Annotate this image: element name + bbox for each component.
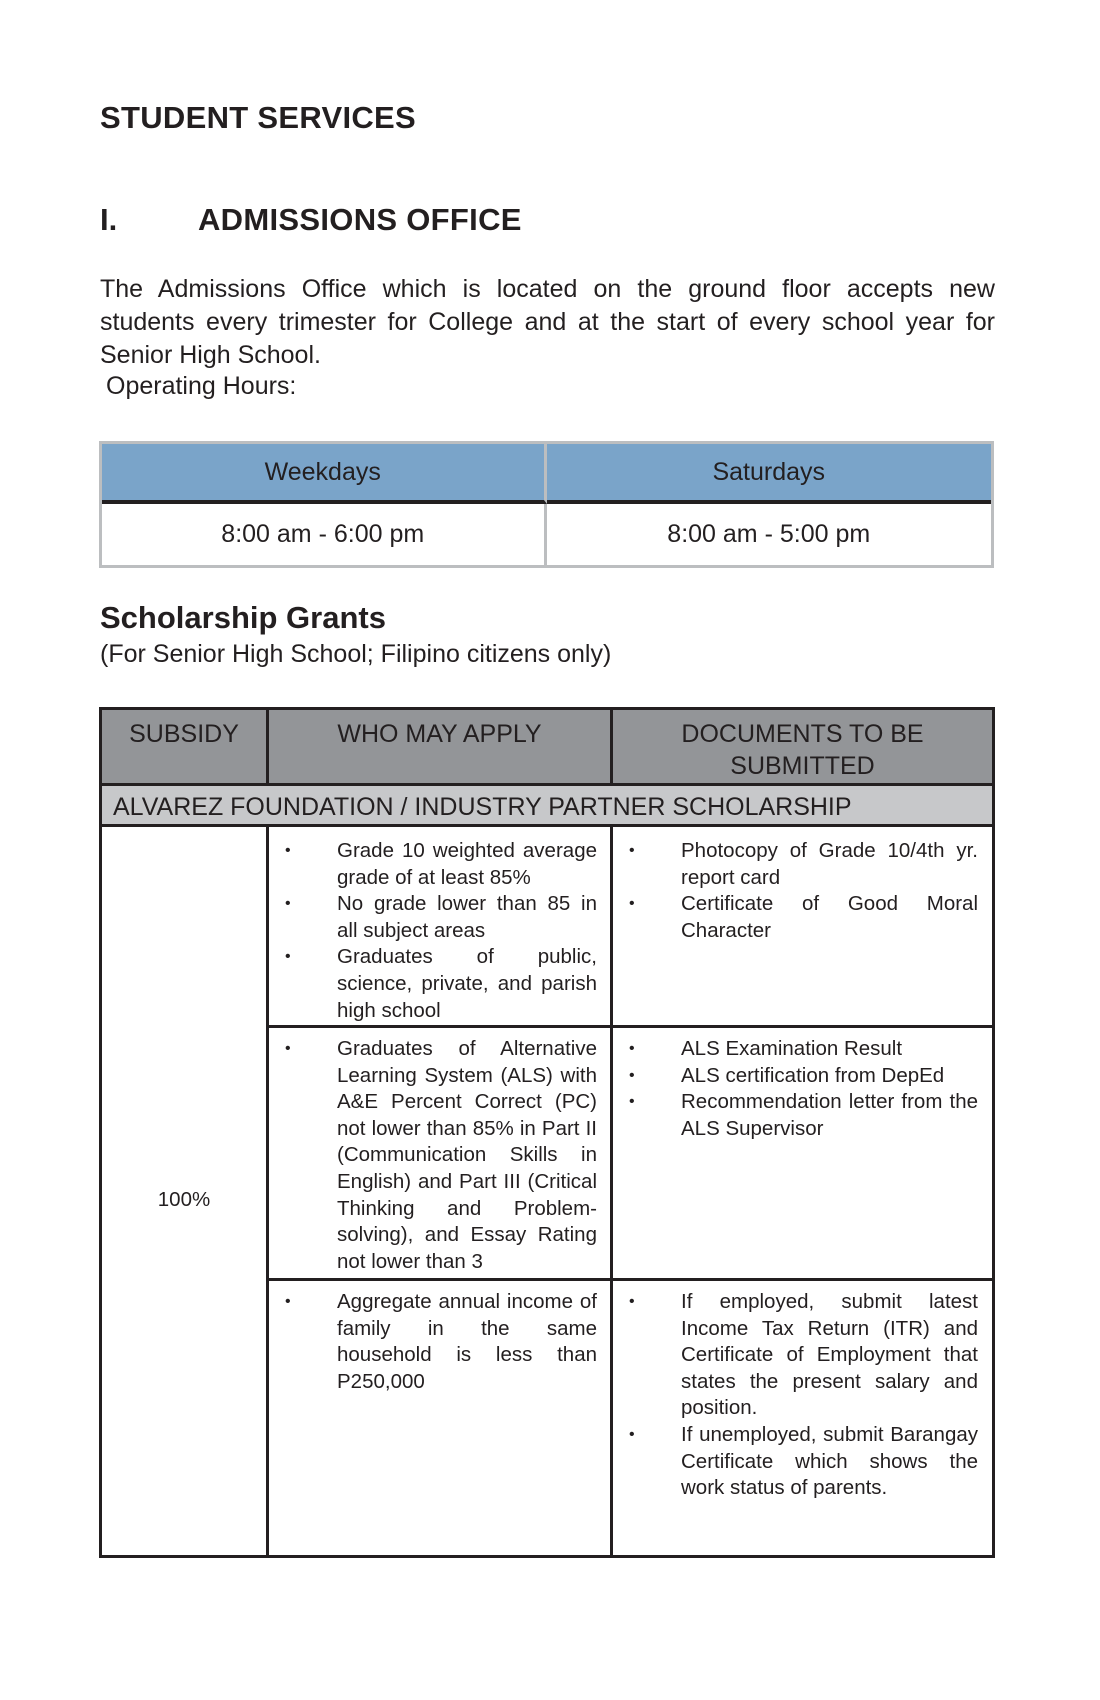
row-divider xyxy=(269,1278,992,1281)
hours-value-saturdays: 8:00 am - 5:00 pm xyxy=(667,520,871,548)
row-1-documents xyxy=(621,838,978,944)
section-rule xyxy=(102,824,992,827)
office-title: ADMISSIONS OFFICE xyxy=(198,202,522,237)
scholarship-table xyxy=(99,707,995,1558)
scholarship-section-header: ALVAREZ FOUNDATION / INDUSTRY PARTNER SCHOLARSHIP xyxy=(102,786,992,824)
eligibility-item: • Graduates of public, science, private, and parish high school xyxy=(277,944,597,1024)
column-divider xyxy=(266,827,269,1555)
scholarship-title: Scholarship Grants xyxy=(100,600,386,635)
column-header-who-may-apply: WHO MAY APPLY xyxy=(269,710,610,783)
column-divider xyxy=(610,827,613,1555)
header-divider xyxy=(266,710,269,783)
document-item: • Recommendation letter from the ALS Supervisor xyxy=(621,1089,978,1142)
hours-header-weekdays: Weekdays xyxy=(102,444,547,504)
office-number: I. xyxy=(100,202,118,237)
document-item: • ALS Examination Result xyxy=(621,1036,978,1063)
subsidy-value: 100% xyxy=(157,1188,211,1211)
document-item: • If employed, submit latest Income Tax Return (ITR) and Certificate of Employment that states the present salary and position. xyxy=(621,1289,978,1422)
column-header-documents: DOCUMENTS TO BE SUBMITTED xyxy=(613,710,992,783)
document-item: • Photocopy of Grade 10/4th yr. report card xyxy=(621,838,978,891)
row-1-eligibility xyxy=(277,838,597,1024)
document-item: • ALS certification from DepEd xyxy=(621,1063,978,1090)
section-heading: STUDENT SERVICES xyxy=(100,100,417,135)
row-2-documents xyxy=(621,1036,978,1142)
operating-hours-label: Operating Hours: xyxy=(106,372,297,400)
header-divider xyxy=(610,710,613,783)
hours-header-saturdays: Saturdays xyxy=(547,444,992,504)
eligibility-item: • Aggregate annual income of family in the same household is less than P250,000 xyxy=(277,1289,597,1395)
hours-value-weekdays: 8:00 am - 6:00 pm xyxy=(102,504,547,565)
column-header-subsidy: SUBSIDY xyxy=(102,710,266,783)
intro-paragraph: The Admissions Office which is located on the ground floor accepts new students every trimester for College and at the start of every school year for Senior High School. xyxy=(100,275,995,369)
row-divider xyxy=(269,1025,992,1028)
eligibility-item: • No grade lower than 85 in all subject areas xyxy=(277,891,597,944)
eligibility-item: • Grade 10 weighted average grade of at least 85% xyxy=(277,838,597,891)
scholarship-note: (For Senior High School; Filipino citizens only) xyxy=(100,640,612,668)
operating-hours-table xyxy=(99,441,994,568)
document-item: • Certificate of Good Moral Character xyxy=(621,891,978,944)
row-3-eligibility xyxy=(277,1289,597,1395)
eligibility-item: • Graduates of Alternative Learning System (ALS) with A&E Percent Correct (PC) not lower than 85% in Part II (Communication Skills in English) and Part III (Critical Thinking and Problem-solving), and Essay Rating not lower than 3 xyxy=(277,1036,597,1275)
row-2-eligibility xyxy=(277,1036,597,1275)
document-item: • If unemployed, submit Barangay Certificate which shows the work status of parents. xyxy=(621,1422,978,1502)
row-3-documents xyxy=(621,1289,978,1502)
